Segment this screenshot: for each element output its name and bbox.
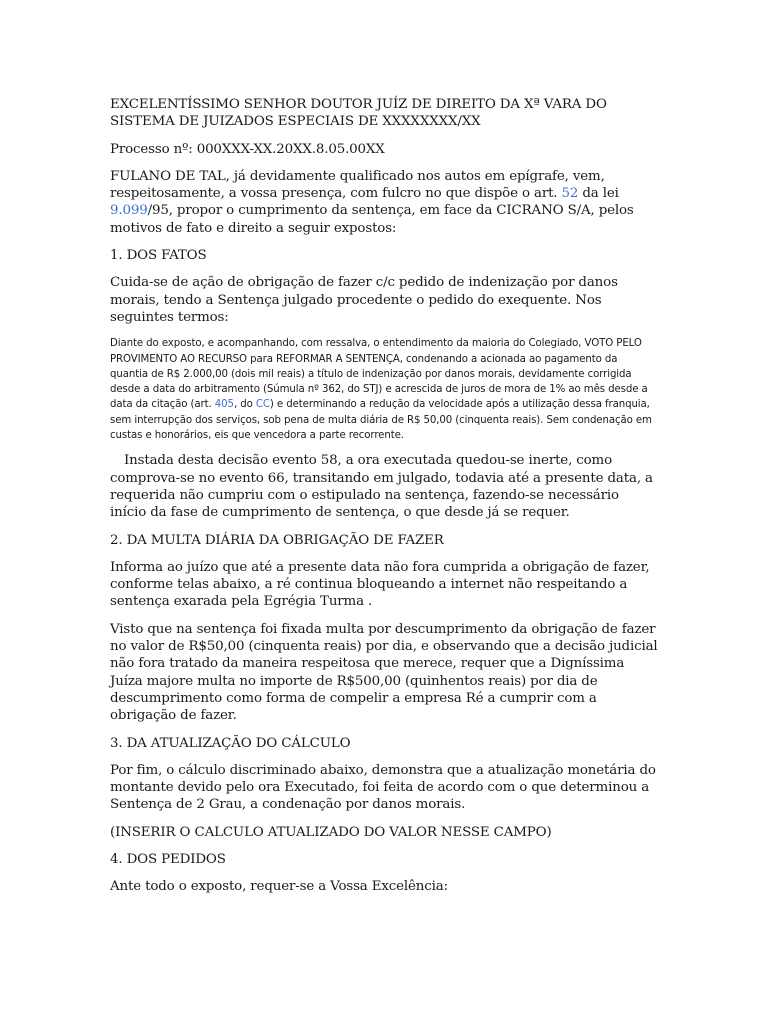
quote-text-2: , do xyxy=(233,399,256,411)
document-body xyxy=(110,96,658,906)
quote-text-1: Diante do exposto, e acompanhando, com ressalva, o entendimento da maioria do Colegiado, VOTO PELO PROVIMENTO AO RECURSO para REFORMAR A SENTENÇA, condenando a acionada ao pagamento da quantia de R$ 2.000,00 (dois mil reais) a título de indenização por danos morais, devidamente corrigida desde a data do arbitramento (Súmula nº 362, do STJ) e acrescida de juros de mora de 1% ao mês desde a data da citação (art. xyxy=(110,338,648,411)
fatos-paragraph: Cuida-se de ação de obrigação de fazer c/c pedido de indenização por danos morais, tendo a Sentença julgado procedente o pedido do exequente. Nos seguintes termos: xyxy=(110,275,618,325)
quote-text-3: ) e determinando a redução da velocidade após a utilização dessa franquia, sem interrupção dos serviços, sob pena de multa diária de R$ 50,00 (cinquenta reais). Sem condenação em custas e honorários, eis que vencedora a parte recorrente. xyxy=(110,399,652,442)
link-art-405[interactable]: 405 xyxy=(214,399,234,411)
section-heading-calculo: 3. DA ATUALIZAÇÃO DO CÁLCULO xyxy=(110,735,351,751)
intro-text-1: FULANO DE TAL, já devidamente qualificado nos autos em epígrafe, vem, respeitosamente, a vossa presença, com fulcro no que dispõe o art. xyxy=(110,168,605,202)
link-cc[interactable]: CC xyxy=(255,399,270,411)
link-art-52[interactable]: 52 xyxy=(561,186,579,202)
multa-paragraph-1: Informa ao juízo que até a presente data não fora cumprida a obrigação de fazer, conforme telas abaixo, a ré continua bloqueando a internet não respeitando a sentença exarada pela Egrégia Turma . xyxy=(110,559,650,610)
intro-paragraph xyxy=(110,168,658,237)
multa-paragraph-2: Visto que na sentença foi fixada multa por descumprimento da obrigação de fazer no valor de R$50,00 (cinquenta reais) por dia, e observando que a decisão judicial não fora tratado da maneira respeitosa que merece, requer que a Digníssima Juíza majore multa no importe de R$500,00 (quinhentos reais) por dia de descumprimento como forma de compelir a empresa Ré a cumprir com a obrigação de fazer. xyxy=(110,621,658,724)
fatos-paragraph-2: Instada desta decisão evento 58, a ora executada quedou-se inerte, como comprova-se no evento 66, transitando em julgado, todavia até a presente data, a requerida não cumpriu com o estipulado na sentença, fazendo-se necessário início da fase de cumprimento de sentença, o que desde já se requer. xyxy=(110,453,653,521)
link-lei-9099[interactable]: 9.099 xyxy=(110,203,148,219)
sentence-quote xyxy=(110,336,658,443)
document-title: EXCELENTÍSSIMO SENHOR DOUTOR JUÍZ DE DIREITO DA Xª VARA DO SISTEMA DE JUIZADOS ESPECIAIS DE XXXXXXXX/XX xyxy=(110,97,607,130)
calculo-paragraph: Por fim, o cálculo discriminado abaixo, demonstra que a atualização monetária do montante devido pelo ora Executado, foi feita de acordo com o que determinou a Sentença de 2 Grau, a condenação por danos morais. xyxy=(110,762,656,813)
intro-text-3: /95, propor o cumprimento da sentença, em face da CICRANO S/A, pelos motivos de fato e direito a seguir expostos: xyxy=(110,203,634,236)
section-heading-multa: 2. DA MULTA DIÁRIA DA OBRIGAÇÃO DE FAZER xyxy=(110,532,444,548)
process-number: Processo nº: 000XXX-XX.20XX.8.05.00XX xyxy=(110,141,385,157)
section-heading-pedidos: 4. DOS PEDIDOS xyxy=(110,851,226,867)
section-heading-fatos: 1. DOS FATOS xyxy=(110,248,207,264)
calculo-placeholder: (INSERIR O CALCULO ATUALIZADO DO VALOR NESSE CAMPO) xyxy=(110,824,552,840)
pedidos-paragraph: Ante todo o exposto, requer-se a Vossa Excelência: xyxy=(110,879,448,895)
intro-text-2: da lei xyxy=(578,186,619,202)
